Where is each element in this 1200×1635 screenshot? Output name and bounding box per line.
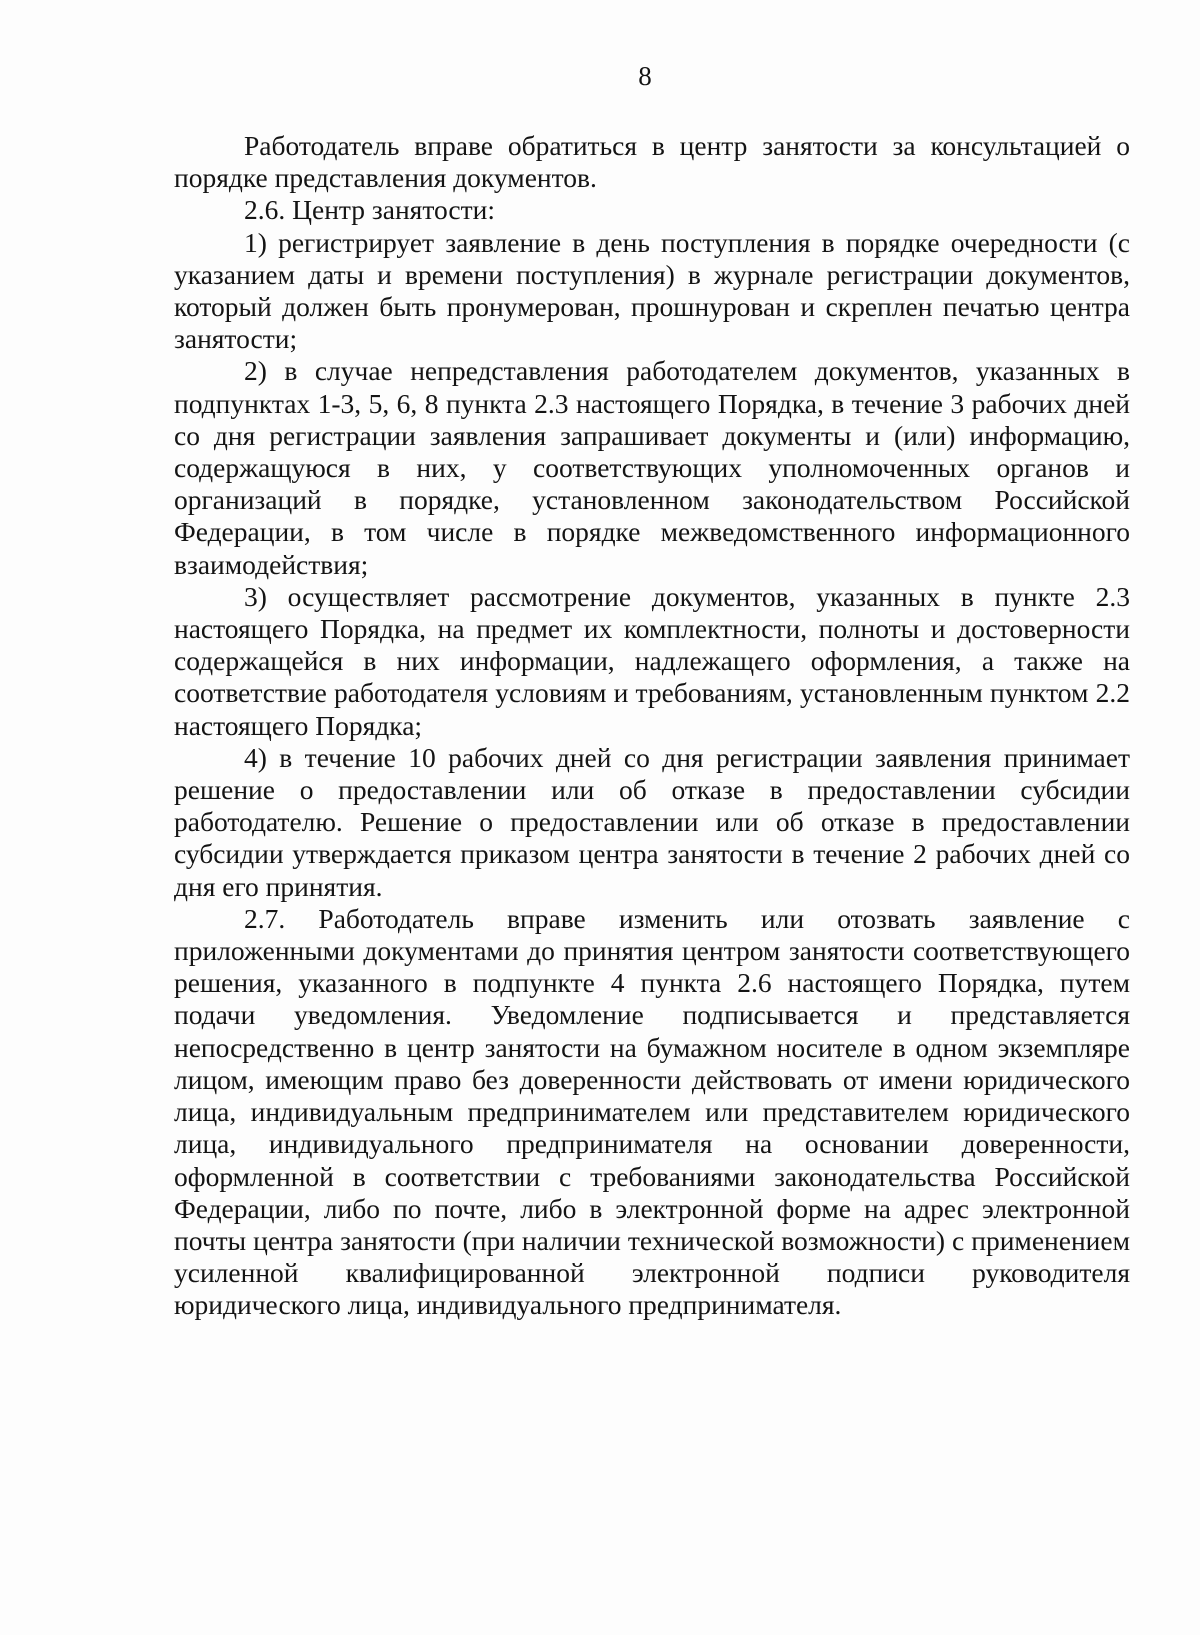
paragraph-item-2-requests: 2) в случае непредставления работодателем документов, указанных в подпунктах 1-3, 5, 6, 8 пункта 2.3 настоящего Порядка, в течение 3 рабочих дней со дня регистрации заявления запрашивает документы и (или) информацию, содержащуюся в них, у соответствующих уполномоченных органов и организаций в порядке, установленном законодательством Российской Федерации, в том числе в порядке межведомственного информационного взаимодействия; [174,355,1130,580]
page-number: 8 [638,61,652,91]
paragraph-item-3-review: 3) осуществляет рассмотрение документов, указанных в пункте 2.3 настоящего Порядка, на предмет их комплектности, полноты и достоверности содержащейся в них информации, надлежащего оформления, а также на соответствие работодателя условиям и требованиям, установленным пунктом 2.2 настоящего Порядка; [174,580,1130,741]
paragraph-consultation: Работодатель вправе обратиться в центр занятости за консультацией о порядке представления документов. [174,130,1130,194]
paragraph-item-4-decision: 4) в течение 10 рабочих дней со дня регистрации заявления принимает решение о предоставлении или об отказе в предоставлении субсидии работодателю. Решение о предоставлении или об отказе в предоставлении субсидии утверждается приказом центра занятости в течение 2 рабочих дней со дня его принятия. [174,741,1130,902]
paragraph-item-1-registration: 1) регистрирует заявление в день поступления в порядке очередности (с указанием даты и времени поступления) в журнале регистрации документов, который должен быть пронумерован, прошнурован и скреплен печатью центра занятости; [174,226,1130,355]
document-body [174,130,1130,1322]
paragraph-section-2-7: 2.7. Работодатель вправе изменить или отозвать заявление с приложенными документами до принятия центром занятости соответствующего решения, указанного в подпункте 4 пункта 2.6 настоящего Порядка, путем подачи уведомления. Уведомление подписывается и представляется непосредственно в центр занятости на бумажном носителе в одном экземпляре лицом, имеющим право без доверенности действовать от имени юридического лица, индивидуальным предпринимателем или представителем юридического лица, индивидуального предпринимателя на основании доверенности, оформленной в соответствии с требованиями законодательства Российской Федерации, либо по почте, либо в электронной форме на адрес электронной почты центра занятости (при наличии технической возможности) с применением усиленной квалифицированной электронной подписи руководителя юридического лица, индивидуального предпринимателя. [174,902,1130,1321]
paragraph-section-2-6-heading: 2.6. Центр занятости: [244,194,495,226]
